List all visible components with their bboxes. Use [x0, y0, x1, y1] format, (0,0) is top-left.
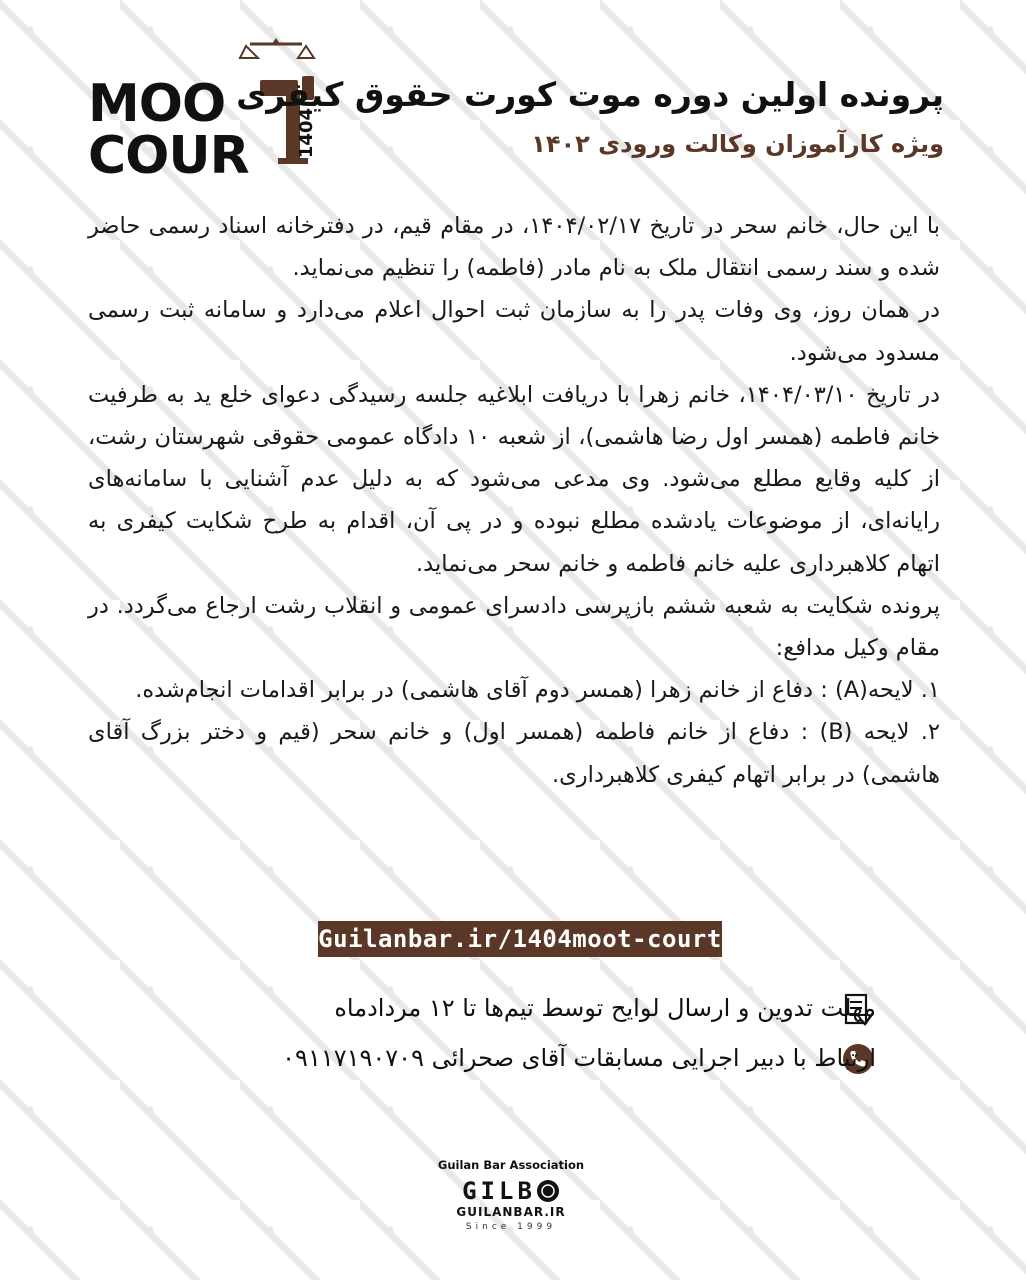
deadline-text: مهلت تدوین و ارسال لوایح توسط تیم‌ها تا ۱۲ مردادماه [334, 994, 876, 1022]
brief-b: ۲. لایحه (B) : دفاع از خانم فاطمه (همسر اول) و خانم سحر (قیم و دختر بزرگ آقای هاشمی) در برابر اتهام کیفری کلاهبرداری. [88, 719, 940, 788]
association-since: Since 1999 [465, 1222, 557, 1232]
logo-text-line1: MOO [88, 74, 226, 134]
association-mark [436, 1177, 586, 1205]
association-name: Guilan Bar Association [437, 1158, 585, 1172]
guilan-bar-logo [436, 1158, 586, 1248]
logo-year: 1404 [296, 108, 317, 159]
paragraph-2: در همان روز، وی وفات پدر را به سازمان ثبت احوال اعلام می‌دارد و سامانه ثبت رسمی مسدود می‌شود. [88, 297, 940, 366]
brief-a: ۱. لایحه(A) : دفاع از خانم زهرا (همسر دوم آقای هاشمی) در برابر اقدامات انجام‌شده. [135, 677, 940, 704]
website-link[interactable]: Guilanbar.ir/1404moot-court [318, 921, 722, 957]
paragraph-3: در تاریخ ۱۴۰۴/۰۳/۱۰، خانم زهرا با دریافت ابلاغیه جلسه رسیدگی دعوای خلع ید به طرفیت خانم فاطمه (همسر اول رضا هاشمی)، از شعبه ۱۰ دادگاه عمومی حقوقی شهرستان رشت، از کلیه وقایع مطلع می‌شود. وی مدعی می‌شود که به دلیل عدم آشنایی با سامانه‌های رایانه‌ای، از موضوعات یادشده مطلع نبوده و در پی آن، اقدام به طرح شکایت کیفری به اتهام کلاهبرداری علیه خانم فاطمه و خانم سحر می‌نماید. [88, 381, 940, 577]
logo-text-line2: COUR [88, 126, 249, 186]
page-subtitle: ویژه کارآموزان وکالت ورودی ۱۴۰۲ [531, 130, 944, 158]
contact-text: ارتباط با دبیر اجرایی مسابقات آقای صحرائی ۰۹۱۱۷۱۹۰۷۰۹ [282, 1044, 876, 1072]
association-site: GUILANBAR.IR [456, 1205, 566, 1219]
emblem-icon [536, 1179, 560, 1203]
case-text [88, 205, 940, 796]
page-title: پرونده اولین دوره موت کورت حقوق کیفری [236, 75, 944, 114]
paragraph-4: پرونده شکایت به شعبه ششم بازپرسی دادسرای عمومی و انقلاب رشت ارجاع می‌گردد. در مقام وکیل مدافع: [88, 592, 940, 662]
association-mark-letters: GILB [462, 1177, 536, 1205]
paragraph-1: با این حال، خانم سحر در تاریخ ۱۴۰۴/۰۲/۱۷، در مقام قیم، در دفترخانه اسناد رسمی حاضر شده و سند رسمی انتقال ملک به نام مادر (فاطمه) را تنظیم می‌نماید. [88, 213, 940, 282]
